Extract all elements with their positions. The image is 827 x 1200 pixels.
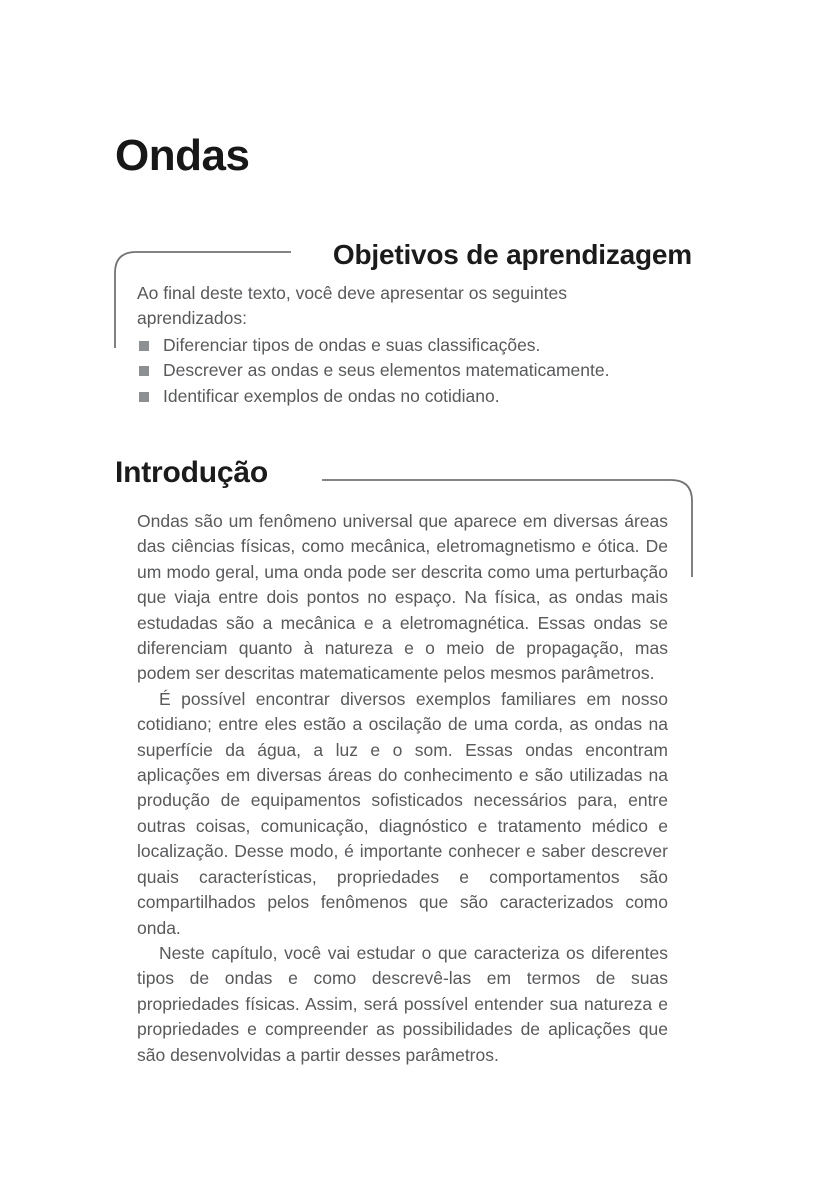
square-bullet-icon (139, 366, 149, 376)
intro-paragraph: É possível encontrar diversos exemplos familiares em nosso cotidiano; entre eles estão a oscilação de uma corda, as ondas na superfície da água, a luz e o som. Essas ondas encontram aplicações em diversas áreas do conhecimento e são utilizadas na produção de equipamentos sofisticados necessários para, entre outras coisas, comunicação, diagnóstico e tratamento médico e localização. Desse modo, é importante conhecer e saber descrever quais características, propriedades e comportamentos são compartilhados pelos fenômenos que são caracterizados como onda. (137, 688, 668, 938)
objective-item (139, 358, 659, 383)
objective-item (139, 333, 659, 358)
objectives-intro-text: Ao final deste texto, você deve apresentar os seguintes aprendizados: (137, 283, 567, 329)
objective-item-label: Diferenciar tipos de ondas e suas classificações. (163, 335, 541, 355)
objectives-list (139, 333, 659, 409)
intro-paragraph: Neste capítulo, você vai estudar o que caracteriza os diferentes tipos de ondas e como descrevê-las em termos de suas propriedades físicas. Assim, será possível entender sua natureza e propriedades e compreender as possibilidades de aplicações que são desenvolvidas a partir desses parâmetros. (137, 942, 668, 1065)
page-title: Ondas (115, 131, 250, 180)
introduction-body (137, 509, 668, 1068)
objective-item-label: Identificar exemplos de ondas no cotidiano. (163, 385, 500, 406)
objectives-heading: Objetivos de aprendizagem (332, 239, 692, 270)
square-bullet-icon (139, 392, 149, 402)
introduction-heading: Introdução (115, 456, 268, 489)
objective-item-label: Descrever as ondas e seus elementos matematicamente. (163, 360, 610, 381)
intro-paragraph: Ondas são um fenômeno universal que aparece em diversas áreas das ciências físicas, como mecânica, eletromagnetismo e ótica. De um modo geral, uma onda pode ser descrita como uma perturbação que viaja entre dois pontos no espaço. Na física, as ondas mais estudadas são a mecânica e a eletromagnética. Essas ondas se diferenciam quanto à natureza e o meio de propagação, mas podem ser descritas matematicamente pelos mesmos parâmetros. (137, 511, 668, 684)
objective-item (139, 384, 659, 409)
square-bullet-icon (139, 341, 149, 351)
